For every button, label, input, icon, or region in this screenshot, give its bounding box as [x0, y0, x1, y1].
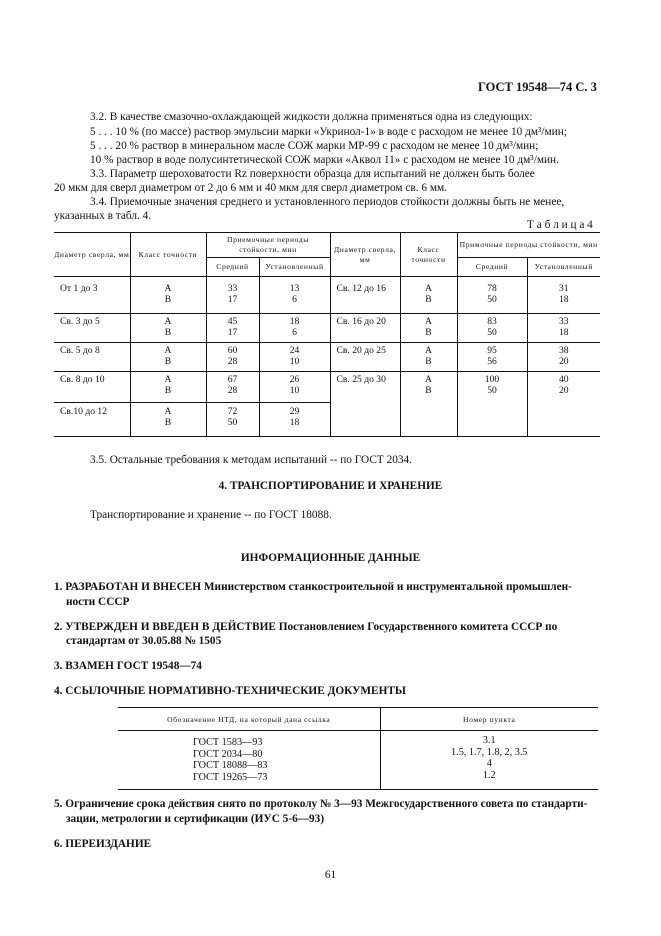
cell-class: А — [164, 406, 172, 417]
cell-set: 38 — [558, 345, 569, 356]
paragraph-3-3-line-1: 3.3. Параметр шероховатости Rz поверхности образца для испытаний не должен быть более — [90, 168, 535, 180]
cell-avg: 78 — [487, 283, 497, 294]
cell-avg: 28 — [227, 356, 238, 367]
cell-set: 20 — [558, 356, 569, 367]
cell-diameter: Св. 12 до 16 — [330, 277, 400, 314]
cell-set: 24 — [289, 345, 300, 356]
cell-diameter: Св. 25 до 30 — [330, 372, 400, 437]
cell-set: 33 — [558, 316, 569, 327]
cell-set: 13 — [289, 283, 300, 294]
cell-set: 31 — [558, 283, 569, 294]
info-item-1-line-1: 1. РАЗРАБОТАН И ВНЕСЕН Министерством станкостроительной и инструментальной промышлен- — [54, 581, 572, 593]
cell-class: В — [425, 356, 432, 367]
cell-avg: 33 — [227, 283, 238, 294]
cell-avg: 95 — [487, 345, 497, 356]
cell-class: В — [164, 327, 172, 338]
table-row — [54, 277, 600, 314]
section-4-title: 4. ТРАНСПОРТИРОВАНИЕ И ХРАНЕНИЕ — [218, 480, 443, 492]
ref-doc: ГОСТ 1583—93 — [193, 737, 263, 748]
cell-class: В — [425, 385, 432, 396]
cell-diameter: От 1 до 3 — [60, 283, 98, 294]
cell-class: А — [164, 374, 172, 385]
paragraph-3-2-option-1: 5 . . . 10 % (по массе) раствор эмульсии марки «Укринол-1» в воде с расходом не менее 10 дм³/мин; — [90, 126, 567, 138]
ref-item: 3.1 — [482, 735, 496, 746]
header-item-number: Номер пункта — [380, 708, 598, 731]
cell-diameter: Св.10 до 12 — [60, 406, 107, 417]
cell-class: А — [164, 345, 172, 356]
ref-item: 1.2 — [482, 769, 496, 781]
cell-set: 29 — [289, 406, 300, 417]
header-periods-right: Примочные периоды стойкости, мин — [457, 233, 600, 258]
header-class-left: Класс точности — [130, 233, 206, 277]
cell-class: В — [164, 385, 172, 396]
header-avg-left: Средний — [206, 258, 259, 277]
cell-diameter: Св. 20 до 25 — [330, 343, 400, 372]
ref-doc: ГОСТ 2034—80 — [193, 748, 263, 760]
table-4 — [54, 232, 600, 437]
cell-class: А — [425, 345, 432, 356]
cell-diameter: Св. 16 до 20 — [330, 314, 400, 343]
cell-avg: 17 — [227, 294, 238, 305]
cell-diameter: Св. 5 до 8 — [60, 345, 100, 356]
info-item-2-line-1: 2. УТВЕРЖДЕН И ВВЕДЕН В ДЕЙСТВИЕ Постановлением Государственного комитета СССР по — [54, 621, 558, 633]
cell-class: В — [425, 294, 432, 305]
cell-set: 10 — [289, 385, 300, 396]
ref-item: 1.5, 1.7, 1.8, 2, 3.5 — [451, 746, 528, 758]
cell-class: А — [164, 283, 172, 294]
cell-class: А — [425, 374, 432, 385]
cell-set: 18 — [289, 417, 300, 428]
cell-set: 18 — [558, 294, 569, 305]
table-row — [54, 343, 600, 372]
cell-diameter: Св. 3 до 5 — [60, 316, 100, 327]
cell-avg: 45 — [227, 316, 238, 327]
cell-avg: 28 — [227, 385, 238, 396]
section-4-text: Транспортирование и хранение -- по ГОСТ 18088. — [90, 509, 332, 521]
cell-class: А — [425, 283, 432, 294]
paragraph-3-5: 3.5. Остальные требования к методам испытаний -- по ГОСТ 2034. — [90, 454, 412, 466]
info-item-4: 4. ССЫЛОЧНЫЕ НОРМАТИВНО-ТЕХНИЧЕСКИЕ ДОКУМЕНТЫ — [54, 685, 406, 697]
table-4-label: Т а б л и ц а 4 — [527, 219, 593, 231]
cell-avg: 72 — [227, 406, 238, 417]
cell-diameter: Св. 8 до 10 — [54, 372, 130, 403]
info-item-6: 6. ПЕРЕИЗДАНИЕ — [54, 838, 152, 850]
paragraph-3-3-line-2: 20 мкм для сверл диаметром от 2 до 6 мм и 40 мкм для сверл диаметром св. 6 мм. — [54, 182, 447, 194]
header-diameter-right: Диаметр сверла, мм — [330, 233, 400, 277]
page-header-code: ГОСТ 19548—74 С. 3 — [478, 80, 597, 94]
header-diameter-left: Диаметр сверла, мм — [54, 249, 130, 259]
cell-avg: 60 — [227, 345, 238, 356]
page-number: 61 — [324, 869, 337, 881]
cell-class: В — [425, 327, 432, 338]
cell-class: В — [164, 417, 172, 428]
info-item-1-line-2: ности СССР — [66, 596, 130, 608]
cell-avg: 17 — [227, 327, 238, 338]
cell-avg: 56 — [487, 356, 497, 367]
info-item-5-line-2: зации, метрологии и сертификации (ИУС 5-6—93) — [66, 813, 325, 825]
cell-set: 6 — [292, 327, 297, 338]
ref-doc: ГОСТ 18088—83 — [193, 760, 268, 771]
ref-item: 4 — [486, 758, 492, 769]
cell-avg: 83 — [487, 316, 497, 327]
info-title: ИНФОРМАЦИОННЫЕ ДАННЫЕ — [240, 552, 421, 564]
header-set-right: Установленный — [527, 258, 600, 277]
paragraph-3-4-line-2: указанных в табл. 4. — [54, 210, 152, 222]
cell-avg: 100 — [484, 374, 500, 385]
paragraph-3-2-option-3: 10 % раствор в воде полусинтетической СОЖ марки «Аквол 11» с расходом не менее 10 дм³/мин. — [90, 154, 559, 166]
header-ntd-designation: Обозначение НТД, на который дана ссылка — [167, 714, 331, 724]
cell-class: В — [164, 294, 172, 305]
paragraph-3-4-line-1: 3.4. Приемочные значения среднего и установленного периодов стойкости должны быть не менее, — [90, 196, 565, 208]
cell-set: 20 — [558, 385, 569, 396]
cell-class: А — [164, 316, 172, 327]
header-avg-right: Средний — [457, 258, 527, 277]
cell-avg: 50 — [487, 294, 497, 305]
cell-avg: 50 — [227, 417, 238, 428]
cell-set: 26 — [289, 374, 300, 385]
ref-doc: ГОСТ 19265—73 — [193, 771, 268, 783]
cell-avg: 50 — [487, 385, 497, 396]
table-row — [54, 372, 600, 403]
cell-set: 6 — [292, 294, 297, 305]
cell-set: 40 — [558, 374, 569, 385]
reference-table — [118, 707, 598, 790]
table-row — [54, 314, 600, 343]
cell-set: 18 — [558, 327, 569, 338]
info-item-5-line-1: 5. Ограничение срока действия снято по протоколу № 3—93 Межгосударственного совета по стандарти- — [54, 798, 588, 810]
header-set-left: Установленный — [259, 258, 330, 277]
header-class-right: Класс точности — [400, 233, 457, 277]
cell-set: 10 — [289, 356, 300, 367]
cell-avg: 50 — [487, 327, 497, 338]
cell-class: А — [425, 316, 432, 327]
header-periods-left: Приемочные периоды стойкости, мин — [206, 233, 330, 258]
paragraph-3-2: 3.2. В качестве смазочно-охлаждающей жидкости должна применяться одна из следующих: — [90, 111, 533, 123]
cell-avg: 67 — [227, 374, 238, 385]
cell-set: 18 — [289, 316, 300, 327]
paragraph-3-2-option-2: 5 . . . 20 % раствор в минеральном масле СОЖ марки МР-99 с расходом не менее 10 дм³/мин; — [90, 140, 539, 152]
info-item-2-line-2: стандартам от 30.05.88 № 1505 — [66, 635, 222, 647]
info-item-3: 3. ВЗАМЕН ГОСТ 19548—74 — [54, 660, 202, 672]
cell-class: В — [164, 356, 172, 367]
